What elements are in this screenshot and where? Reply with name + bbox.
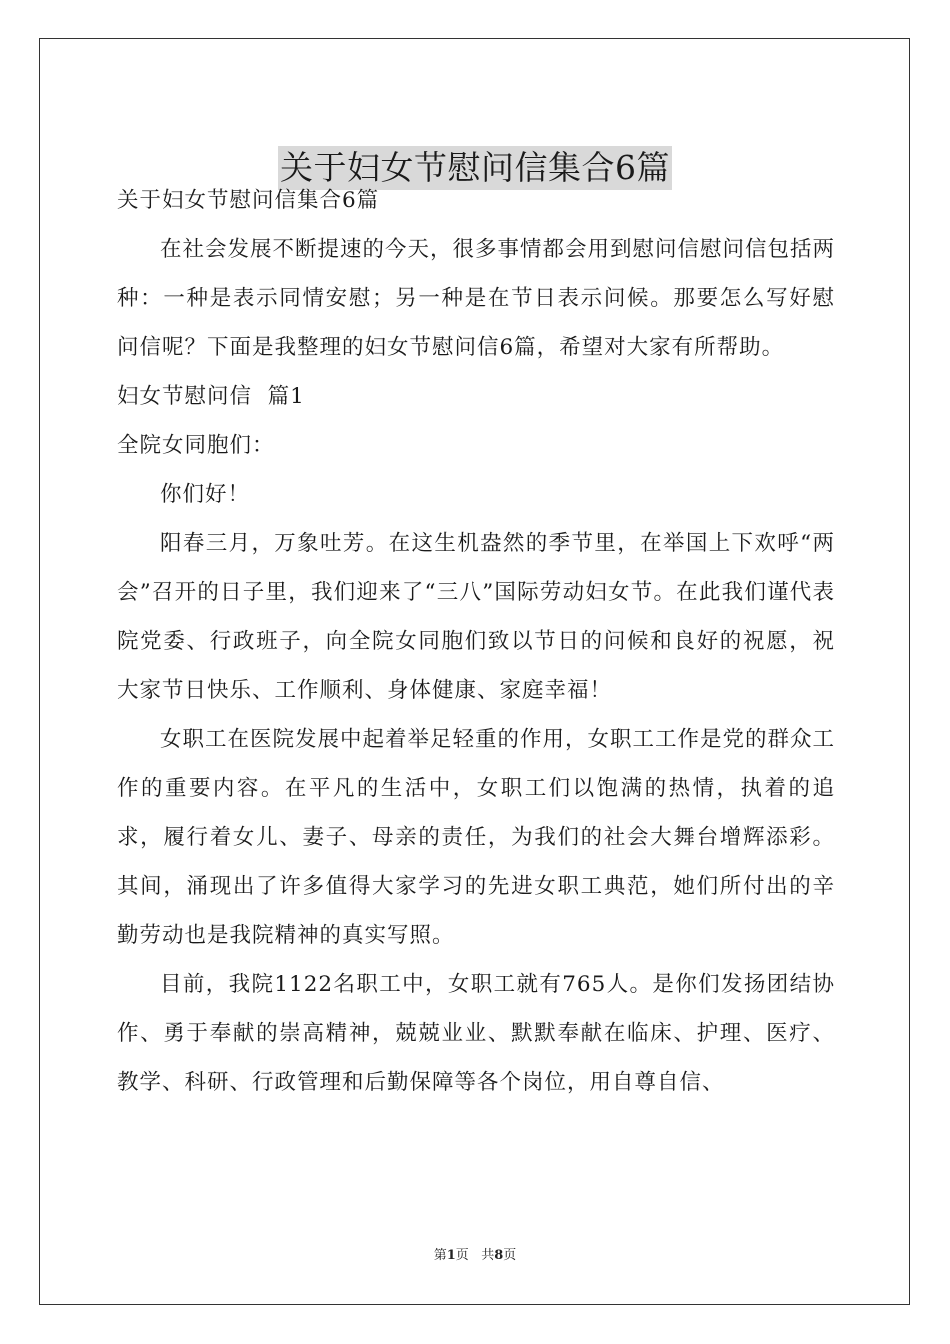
page-prefix: 第 (433, 1248, 447, 1263)
document-title: 关于妇女节慰问信集合6篇 (278, 146, 672, 190)
section-heading: 妇女节慰问信 篇1 (117, 384, 305, 409)
salutation: 全院女同胞们： (117, 433, 275, 458)
current-page-number: 1 (446, 1248, 456, 1263)
page-footer (0, 1247, 950, 1265)
intro-paragraph: 在社会发展不断提速的今天，很多事情都会用到慰问信慰问信包括两种：一种是表示同情安慰；另一种是在节日表示问候。那要怎么写好慰问信呢？下面是我整理的妇女节慰问信6篇，希望对大家有所帮助。 (117, 237, 836, 360)
page-separator: 页 共 (455, 1248, 495, 1263)
document-body (117, 176, 835, 1107)
total-page-number: 8 (494, 1248, 504, 1263)
greeting: 你们好！ (160, 482, 251, 507)
body-paragraph: 女职工在医院发展中起着举足轻重的作用，女职工工作是党的群众工作的重要内容。在平凡的生活中，女职工们以饱满的热情，执着的追求，履行着女儿、妻子、母亲的责任，为我们的社会大舞台增辉添彩。其间，涌现出了许多值得大家学习的先进女职工典范，她们所付出的辛勤劳动也是我院精神的真实写照。 (117, 727, 836, 948)
body-paragraph: 目前，我院1122名职工中，女职工就有765人。是你们发扬团结协作、勇于奉献的崇高精神，兢兢业业、默默奉献在临床、护理、医疗、教学、科研、行政管理和后勤保障等各个岗位，用自尊自信、 (117, 972, 835, 1095)
page-suffix: 页 (503, 1248, 517, 1263)
document-subtitle: 关于妇女节慰问信集合6篇 (117, 188, 380, 213)
body-paragraph: 阳春三月，万象吐芳。在这生机盎然的季节里，在举国上下欢呼“两会”召开的日子里，我们迎来了“三八”国际劳动妇女节。在此我们谨代表院党委、行政班子，向全院女同胞们致以节日的问候和良好的祝愿，祝大家节日快乐、工作顺利、身体健康、家庭幸福！ (117, 531, 835, 703)
